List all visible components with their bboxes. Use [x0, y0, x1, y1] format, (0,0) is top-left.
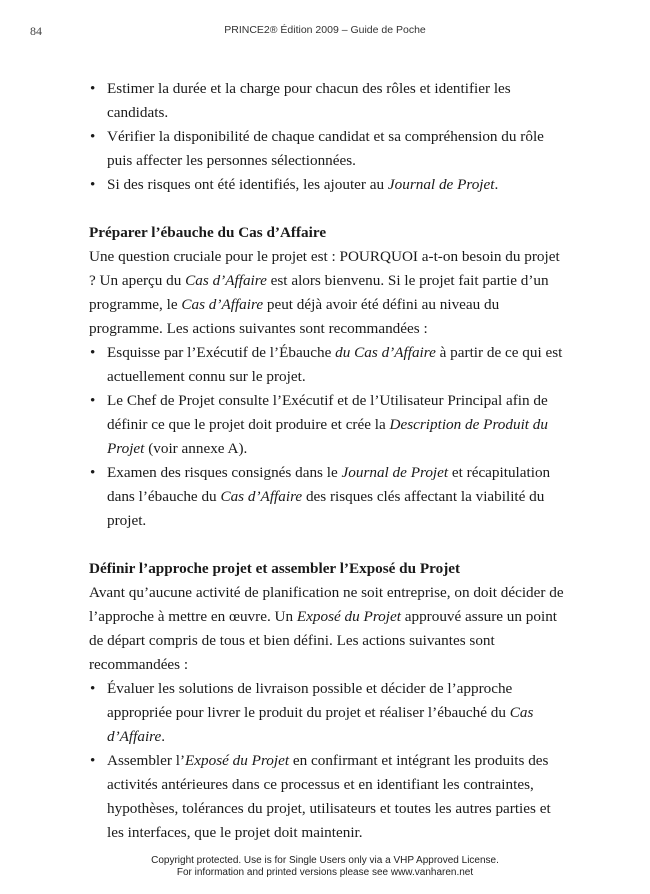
list-item	[89, 77, 569, 125]
bullet-text: à partir de ce qui est actuellement connu sur le projet.	[107, 344, 563, 385]
bullet-text: .	[494, 176, 499, 193]
bullet-text: Évaluer les solutions de livraison possible et décider de l’approche appropriée pour livrer le produit du projet et réaliser l’ébauché du	[107, 680, 513, 721]
bullet-emphasis: Cas d’Affaire	[107, 704, 534, 745]
list-item	[89, 461, 569, 533]
bullet-emphasis: Description de Produit du Projet	[107, 416, 548, 457]
paragraph-text: approuvé assure un point de départ compris de tous et bien défini. Les actions suivantes sont recommandées :	[89, 608, 558, 673]
list-item	[89, 389, 569, 461]
list-item	[89, 341, 569, 389]
paragraph-emphasis: Exposé du Projet	[296, 608, 401, 625]
bullet-text: (voir annexe A).	[144, 440, 248, 457]
section-paragraph	[89, 245, 569, 341]
bullet-text: des risques clés affectant la viabilité du projet.	[107, 488, 545, 529]
running-title: PRINCE2® Édition 2009 – Guide de Poche	[224, 24, 426, 36]
paragraph-emphasis: Cas d’Affaire	[181, 296, 264, 313]
page-content	[89, 77, 569, 845]
bullet-text: Vérifier la disponibilité de chaque candidat et sa compréhension du rôle puis affecter les personnes sélectionnées.	[107, 128, 544, 169]
paragraph-text: est alors bienvenu. Si le projet fait partie d’un programme, le	[89, 272, 549, 313]
section-heading-business-case: Préparer l’ébauche du Cas d’Affaire	[89, 224, 327, 241]
bullet-text: Assembler l’	[107, 752, 186, 769]
bullet-text: Si des risques ont été identifiés, les ajouter au	[107, 176, 388, 193]
paragraph-text: peut déjà avoir été défini au niveau du programme. Les actions suivantes sont recommandées :	[89, 296, 500, 337]
paragraph-text: Une question cruciale pour le projet est : POURQUOI a-t-on besoin du projet ? Un aperçu du	[89, 248, 560, 289]
page-header	[0, 24, 650, 42]
bullet-text: en confirmant et intégrant les produits des activités antérieures dans ce processus et en identifiant les contraintes, hypothèses, tolérances du projet, utilisateurs et toutes les autres parties et les interfaces, que le projet doit maintenir.	[107, 752, 551, 841]
bullet-text: Estimer la durée et la charge pour chacun des rôles et identifier les candidats.	[107, 80, 511, 121]
bullet-emphasis: Cas d’Affaire	[220, 488, 303, 505]
bullet-text: .	[161, 728, 166, 745]
list-item	[89, 173, 569, 197]
bullet-text: et récapitulation dans l’ébauche du	[107, 464, 551, 505]
bullet-list-top	[89, 77, 569, 197]
list-item	[89, 125, 569, 173]
section-paragraph	[89, 581, 569, 677]
bullet-emphasis: Journal de Projet	[387, 176, 495, 193]
paragraph-text: Avant qu’aucune activité de planification ne soit entreprise, on doit décider de l’approche à mettre en œuvre. Un	[89, 584, 564, 625]
section-heading-project-approach: Définir l’approche projet et assembler l’Exposé du Projet	[89, 560, 461, 577]
footer-line: For information and printed versions please see www.vanharen.net	[176, 867, 474, 878]
bullet-emphasis: Journal de Projet	[341, 464, 449, 481]
bullet-text: Esquisse par l’Exécutif de l’Ébauche	[107, 344, 336, 361]
bullet-text: Le Chef de Projet consulte l’Exécutif et de l’Utilisateur Principal afin de définir ce que le projet doit produire et crée la	[107, 392, 548, 433]
list-item	[89, 677, 569, 749]
footer-line: Copyright protected. Use is for Single Users only via a VHP Approved License.	[151, 855, 499, 866]
bullet-emphasis: du Cas d’Affaire	[335, 344, 436, 361]
bullet-list-business-case	[89, 341, 569, 533]
paragraph-emphasis: Cas d’Affaire	[185, 272, 267, 289]
page-number: 84	[30, 24, 42, 38]
copyright-footer	[0, 855, 650, 879]
bullet-list-project-approach	[89, 677, 569, 845]
bullet-text: Examen des risques consignés dans le	[107, 464, 342, 481]
list-item	[89, 749, 569, 845]
bullet-emphasis: Exposé du Projet	[185, 752, 290, 769]
